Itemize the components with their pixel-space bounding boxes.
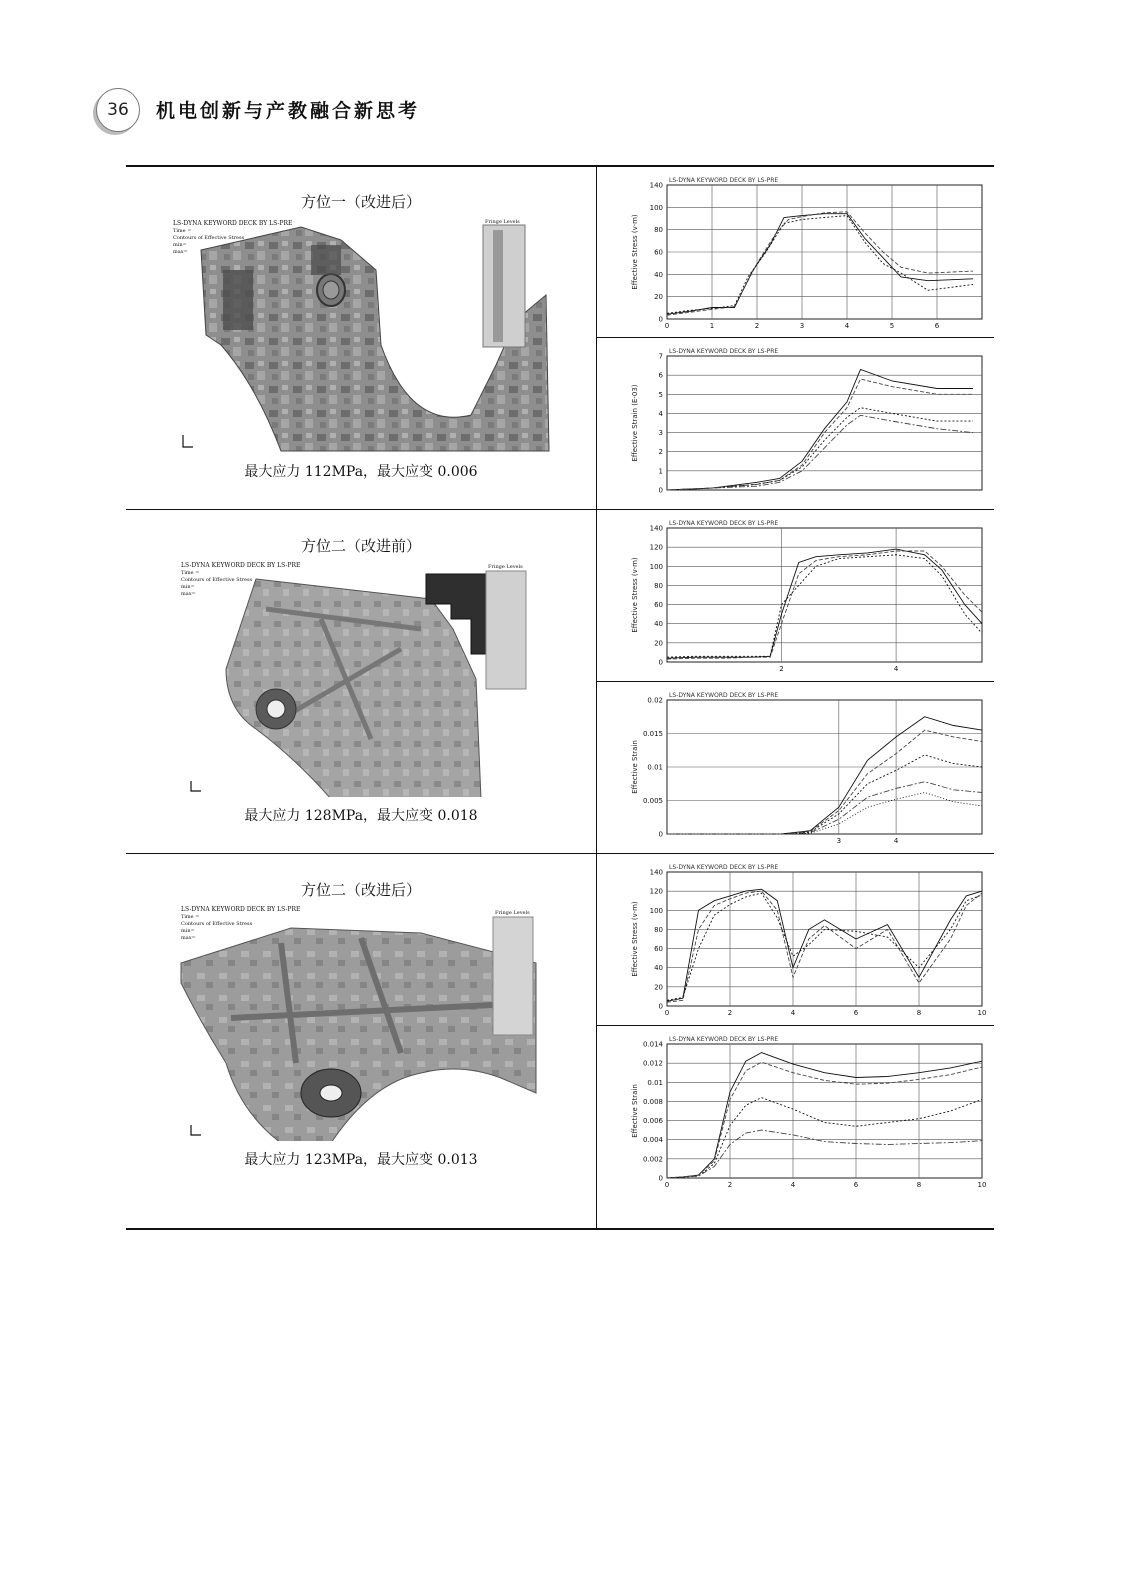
y-tick-label: 2 xyxy=(658,448,663,457)
y-tick-label: 80 xyxy=(654,925,663,934)
sim-title: 方位一（改进后） xyxy=(300,193,421,211)
y-tick-label: 100 xyxy=(649,562,663,571)
x-tick-label: 8 xyxy=(916,1181,922,1189)
y-tick-label: 1 xyxy=(658,467,663,476)
y-tick-label: 0.01 xyxy=(647,763,663,772)
figure-table xyxy=(126,165,994,1231)
x-tick-label: 2 xyxy=(727,1009,733,1017)
strain-time-plot xyxy=(597,682,994,854)
y-tick-label: 0.004 xyxy=(642,1136,663,1145)
sim-text-line: Contours of Effective Stress xyxy=(181,577,253,583)
x-tick-label: 10 xyxy=(977,1009,987,1017)
plot-cell xyxy=(597,1026,994,1198)
y-tick-label: 120 xyxy=(649,543,663,552)
y-axis-label: Effective Stress (v-m) xyxy=(631,557,639,633)
deck-title: LS-DYNA KEYWORD DECK BY LS-PRE xyxy=(669,1036,779,1043)
y-tick-label: 40 xyxy=(654,620,663,629)
x-tick-label: 4 xyxy=(790,1009,796,1017)
axis-triad-icon xyxy=(191,1125,201,1135)
y-tick-label: 80 xyxy=(654,226,663,235)
sim-text-line: LS-DYNA KEYWORD DECK BY LS-PRE xyxy=(173,220,293,227)
y-tick-label: 0 xyxy=(658,315,663,324)
y-tick-label: 60 xyxy=(654,601,663,610)
x-tick-label: 0 xyxy=(664,322,670,330)
x-tick-label: 3 xyxy=(836,837,842,845)
sim-text-line: Time = xyxy=(181,914,200,920)
sim-text-line: LS-DYNA KEYWORD DECK BY LS-PRE xyxy=(181,906,301,913)
x-tick-label: 10 xyxy=(977,1181,987,1189)
sim-text-line: Contours of Effective Stress xyxy=(181,921,253,927)
y-tick-label: 0 xyxy=(658,486,663,495)
sim-cell-row-2 xyxy=(126,509,596,853)
plot-cell xyxy=(597,338,994,510)
x-tick-label: 2 xyxy=(727,1181,733,1189)
y-tick-label: 20 xyxy=(654,293,663,302)
y-tick-label: 120 xyxy=(649,887,663,896)
fringe-levels-label: Fringe Levels xyxy=(488,564,523,570)
y-tick-label: 40 xyxy=(654,964,663,973)
y-tick-label: 3 xyxy=(658,429,663,438)
y-axis-label: Effective Strain xyxy=(631,1084,639,1138)
bottom-rule xyxy=(126,1228,994,1230)
y-tick-label: 5 xyxy=(658,390,663,399)
fea-contour-image xyxy=(171,903,551,1141)
sim-cell-row-3 xyxy=(126,853,596,1197)
y-tick-label: 60 xyxy=(654,945,663,954)
sim-text-line: Time = xyxy=(181,570,200,576)
y-tick-label: 80 xyxy=(654,581,663,590)
axis-triad-icon xyxy=(191,781,201,791)
y-tick-label: 0.005 xyxy=(642,797,663,805)
sim-text-line: Contours of Effective Stress xyxy=(173,235,245,241)
y-tick-label: 6 xyxy=(658,371,663,380)
sim-text-line: min= xyxy=(181,928,195,934)
stress-time-plot xyxy=(597,510,994,682)
sim-cell-row-1 xyxy=(126,165,596,509)
y-tick-label: 100 xyxy=(649,906,663,915)
x-tick-label: 2 xyxy=(779,665,784,673)
sim-text-line: max= xyxy=(173,249,188,255)
y-tick-label: 20 xyxy=(654,639,663,648)
strain-time-plot xyxy=(597,338,994,510)
deck-title: LS-DYNA KEYWORD DECK BY LS-PRE xyxy=(669,177,779,184)
y-axis-label: Effective Strain (E-03) xyxy=(631,384,639,462)
x-tick-label: 3 xyxy=(799,322,805,330)
plot-frame xyxy=(667,872,982,1006)
y-axis-label: Effective Stress (v-m) xyxy=(631,901,639,977)
sim-text-line: max= xyxy=(181,935,196,941)
y-tick-label: 0.02 xyxy=(647,696,663,705)
y-tick-label: 40 xyxy=(654,270,663,279)
deck-title: LS-DYNA KEYWORD DECK BY LS-PRE xyxy=(669,520,779,527)
plot-cell xyxy=(597,510,994,682)
plot-cell xyxy=(597,682,994,854)
y-tick-label: 20 xyxy=(654,983,663,992)
x-tick-label: 5 xyxy=(889,322,895,330)
x-tick-label: 4 xyxy=(893,837,899,845)
y-axis-label: Effective Strain xyxy=(631,740,639,794)
plot-frame xyxy=(667,528,982,662)
page-number: 36 xyxy=(107,100,129,120)
y-tick-label: 0.015 xyxy=(642,730,663,738)
sim-text-line: min= xyxy=(181,584,195,590)
sim-text-line: LS-DYNA KEYWORD DECK BY LS-PRE xyxy=(181,562,301,569)
y-tick-label: 0.008 xyxy=(642,1097,663,1106)
fea-contour-image xyxy=(171,215,551,453)
y-tick-label: 4 xyxy=(658,409,663,418)
x-tick-label: 6 xyxy=(853,1009,859,1017)
page-header xyxy=(96,88,696,132)
deck-title: LS-DYNA KEYWORD DECK BY LS-PRE xyxy=(669,864,779,871)
fringe-levels-label: Fringe Levels xyxy=(495,910,530,916)
y-tick-label: 0.01 xyxy=(647,1078,663,1087)
y-tick-label: 0 xyxy=(658,830,663,839)
fringe-levels-label: Fringe Levels xyxy=(485,219,520,225)
y-axis-label: Effective Stress (v-m) xyxy=(631,214,639,290)
plot-cell xyxy=(597,167,994,339)
y-tick-label: 0.006 xyxy=(642,1117,663,1126)
x-tick-label: 8 xyxy=(916,1009,922,1017)
stress-time-plot xyxy=(597,854,994,1026)
x-tick-label: 6 xyxy=(853,1181,859,1189)
x-tick-label: 2 xyxy=(754,322,760,330)
sim-caption: 最大应力 112MPa，最大应变 0.006 xyxy=(244,464,478,480)
y-tick-label: 100 xyxy=(649,203,663,212)
y-tick-label: 0.014 xyxy=(642,1040,663,1049)
sim-title: 方位二（改进前） xyxy=(300,537,421,555)
x-tick-label: 4 xyxy=(844,322,850,330)
strain-time-plot xyxy=(597,1026,994,1198)
y-tick-label: 140 xyxy=(649,524,663,533)
x-tick-label: 4 xyxy=(893,665,899,673)
x-tick-label: 1 xyxy=(709,322,715,330)
y-tick-label: 0 xyxy=(658,1002,663,1011)
sim-caption: 最大应力 123MPa，最大应变 0.013 xyxy=(244,1152,478,1168)
x-tick-label: 6 xyxy=(934,322,940,330)
page-number-badge xyxy=(96,88,140,132)
stress-time-plot xyxy=(597,167,994,339)
x-tick-label: 0 xyxy=(664,1009,670,1017)
sim-text-line: max= xyxy=(181,591,196,597)
x-tick-label: 4 xyxy=(790,1181,796,1189)
y-tick-label: 0.012 xyxy=(642,1059,663,1068)
y-tick-label: 60 xyxy=(654,248,663,257)
x-tick-label: 0 xyxy=(664,1181,670,1189)
plot-cell xyxy=(597,854,994,1026)
y-tick-label: 0 xyxy=(658,1174,663,1183)
sim-title: 方位二（改进后） xyxy=(300,881,421,899)
deck-title: LS-DYNA KEYWORD DECK BY LS-PRE xyxy=(669,348,779,355)
plot-frame xyxy=(667,356,982,490)
y-tick-label: 0.002 xyxy=(642,1155,663,1164)
fea-contour-image xyxy=(171,559,551,797)
sim-caption: 最大应力 128MPa，最大应变 0.018 xyxy=(244,808,478,824)
book-title: 机电创新与产教融合新思考 xyxy=(156,100,421,122)
y-tick-label: 140 xyxy=(649,181,663,190)
sim-text-line: Time = xyxy=(173,228,192,234)
deck-title: LS-DYNA KEYWORD DECK BY LS-PRE xyxy=(669,692,779,699)
sim-text-line: min= xyxy=(173,242,187,248)
y-tick-label: 0 xyxy=(658,658,663,667)
y-tick-label: 7 xyxy=(658,352,663,361)
y-tick-label: 140 xyxy=(649,868,663,877)
axis-triad-icon xyxy=(183,435,193,447)
